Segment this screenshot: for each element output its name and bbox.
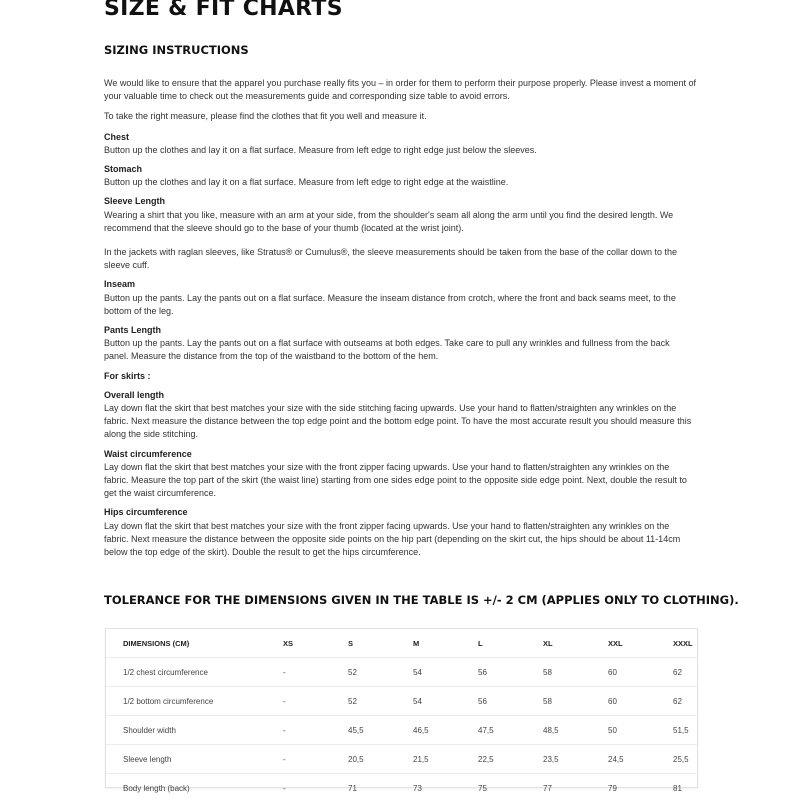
cell-l: 56 — [477, 687, 542, 716]
intro-paragraph: We would like to ensure that the apparel you purchase really fits you – in order for them to perform their purpose properly. Please invest a moment of your valuable time to check out the measurements guide and corresponding size table to avoid errors. — [104, 77, 696, 103]
section-title: SIZING INSTRUCTIONS — [104, 43, 249, 57]
cell-m: 54 — [412, 687, 477, 716]
sleeve-raglan-text: In the jackets with raglan sleeves, like Stratus® or Cumulus®, the sleeve measurements should be taken from the base of the collar down to the sleeve cuff. — [104, 247, 677, 270]
sizing-instructions — [104, 77, 696, 565]
pants-text: Button up the pants. Lay the pants out on a flat surface with outseams at both edges. Take care to pull any wrinkles and fullness from the back panel. Measure the distance from the top of the waistband to the bottom of the hem. — [104, 338, 670, 361]
cell-xs: - — [282, 745, 347, 774]
header-xxxl: XXXL — [672, 629, 697, 658]
hips-heading: Hips circumference — [104, 506, 696, 519]
cell-xxl: 24,5 — [607, 745, 672, 774]
page-title: SIZE & FIT CHARTS — [104, 0, 343, 21]
hips-section — [104, 506, 696, 559]
cell-xxl: 60 — [607, 687, 672, 716]
cell-xxxl: 25,5 — [672, 745, 697, 774]
table-row — [106, 745, 697, 774]
sleeve-heading: Sleeve Length — [104, 195, 696, 208]
cell-m: 54 — [412, 658, 477, 687]
cell-xl: 77 — [542, 774, 607, 802]
overall-heading: Overall length — [104, 389, 696, 402]
size-table-card — [105, 628, 698, 788]
inseam-section — [104, 278, 696, 318]
row-label: 1/2 chest circumference — [106, 658, 282, 687]
table-row — [106, 716, 697, 745]
header-l: L — [477, 629, 542, 658]
cell-xxxl: 51,5 — [672, 716, 697, 745]
cell-xl: 23,5 — [542, 745, 607, 774]
inseam-text: Button up the pants. Lay the pants out on a flat surface. Measure the inseam distance from crotch, where the front and back seams meet, to the bottom of the leg. — [104, 293, 676, 316]
inseam-heading: Inseam — [104, 278, 696, 291]
cell-xxl: 60 — [607, 658, 672, 687]
overall-section — [104, 389, 696, 442]
hips-text: Lay down flat the skirt that best matches your size with the front zipper facing upwards. Use your hand to flatten/straighten any wrinkles on the fabric. Next measure the distance between the opposite side points on the hip part (depending on the skirt cut, the hips should be about 11-14cm below the top edge of the skirt). Double the result to get the hips circumference. — [104, 521, 680, 557]
row-label: Shoulder width — [106, 716, 282, 745]
cell-s: 45,5 — [347, 716, 412, 745]
row-label: Body length (back) — [106, 774, 282, 802]
header-xxl: XXL — [607, 629, 672, 658]
cell-xxxl: 62 — [672, 687, 697, 716]
sleeve-section — [104, 195, 696, 272]
waist-text: Lay down flat the skirt that best matches your size with the front zipper facing upwards. Use your hand to flatten/straighten any wrinkles on the fabric. Measure the top part of the skirt (the waist line) starting from one sides edge point to the opposite side edge point. Next, double the result to get the waist circumference. — [104, 462, 687, 498]
overall-text: Lay down flat the skirt that best matches your size with the side stitching facing upwards. Use your hand to flatten/straighten any wrinkles on the fabric. Next measure the distance between the top edge point and the bottom edge point. To have the most accurate result you should measure this along the side stitching. — [104, 403, 691, 439]
pants-heading: Pants Length — [104, 324, 696, 337]
cell-l: 22,5 — [477, 745, 542, 774]
row-label: 1/2 bottom circumference — [106, 687, 282, 716]
stomach-section — [104, 163, 696, 189]
cell-xs: - — [282, 774, 347, 802]
cell-xs: - — [282, 658, 347, 687]
cell-xl: 48,5 — [542, 716, 607, 745]
waist-section — [104, 448, 696, 501]
intro-paragraph: To take the right measure, please find the clothes that fit you well and measure it. — [104, 110, 696, 123]
tolerance-title: TOLERANCE FOR THE DIMENSIONS GIVEN IN THE TABLE IS +/- 2 CM (APPLIES ONLY TO CLOTHING). — [104, 593, 739, 607]
cell-l: 75 — [477, 774, 542, 802]
pants-section — [104, 324, 696, 364]
cell-s: 52 — [347, 658, 412, 687]
stomach-text: Button up the clothes and lay it on a flat surface. Measure from left edge to right edge at the waistline. — [104, 177, 508, 187]
header-s: S — [347, 629, 412, 658]
cell-xxl: 79 — [607, 774, 672, 802]
sleeve-text: Wearing a shirt that you like, measure with an arm at your side, from the shoulder's seam all along the arm until you find the desired length. We recommend that the sleeve should go to the base of your thumb (located at the wrist joint). — [104, 210, 673, 233]
cell-m: 21,5 — [412, 745, 477, 774]
cell-m: 73 — [412, 774, 477, 802]
header-xs: XS — [282, 629, 347, 658]
cell-s: 20,5 — [347, 745, 412, 774]
cell-xs: - — [282, 687, 347, 716]
size-table — [106, 629, 697, 802]
header-xl: XL — [542, 629, 607, 658]
row-label: Sleeve length — [106, 745, 282, 774]
cell-l: 56 — [477, 658, 542, 687]
cell-xl: 58 — [542, 687, 607, 716]
table-header-row — [106, 629, 697, 658]
cell-xl: 58 — [542, 658, 607, 687]
chest-text: Button up the clothes and lay it on a flat surface. Measure from left edge to right edge just below the sleeves. — [104, 145, 537, 155]
skirts-label-block — [104, 370, 696, 383]
table-row — [106, 774, 697, 802]
stomach-heading: Stomach — [104, 163, 696, 176]
cell-xxxl: 81 — [672, 774, 697, 802]
cell-xxl: 50 — [607, 716, 672, 745]
cell-s: 52 — [347, 687, 412, 716]
chest-section — [104, 131, 696, 157]
cell-l: 47,5 — [477, 716, 542, 745]
cell-s: 71 — [347, 774, 412, 802]
cell-xs: - — [282, 716, 347, 745]
header-m: M — [412, 629, 477, 658]
chest-heading: Chest — [104, 131, 696, 144]
cell-xxxl: 62 — [672, 658, 697, 687]
cell-m: 46,5 — [412, 716, 477, 745]
header-dimensions: DIMENSIONS (CM) — [106, 629, 282, 658]
table-row — [106, 658, 697, 687]
waist-heading: Waist circumference — [104, 448, 696, 461]
table-row — [106, 687, 697, 716]
skirts-label: For skirts : — [104, 370, 696, 383]
